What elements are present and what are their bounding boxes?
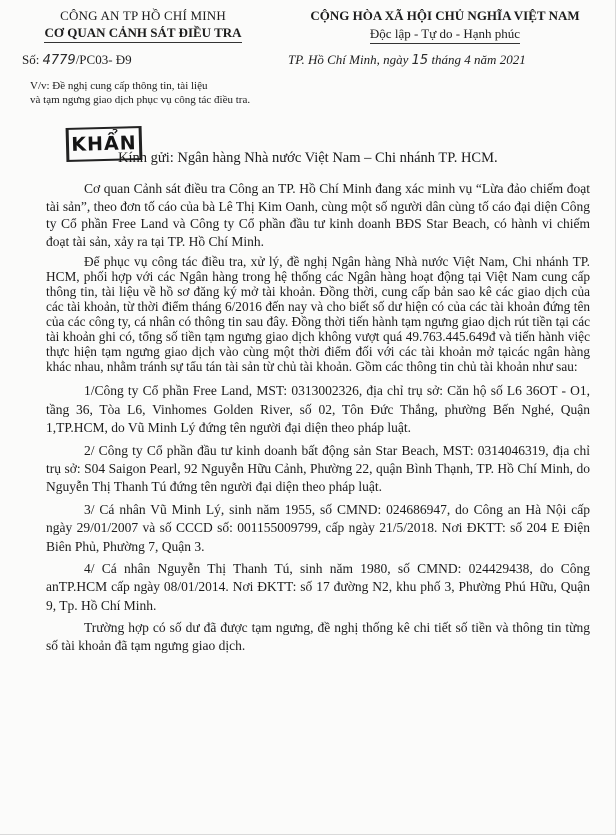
document-number-suffix: /PC03- Đ9	[75, 52, 132, 67]
subject-line	[30, 79, 250, 107]
date-day-handwritten: 15	[411, 53, 429, 68]
national-title: CỘNG HÒA XÃ HỘI CHỦ NGHĨA VIỆT NAM	[310, 8, 580, 23]
account-holder-item-4: 4/ Cá nhân Nguyễn Thị Thanh Tú, sinh năm 1980, số CMND: 024429438, do Công anTP.HCM cấp ngày 08/01/2014. Nơi ĐKTT: số 17 đường N2, khu phố 3, Phường Phú Hữu, Quận 9, Tp. Hồ Chí Minh.	[46, 561, 590, 613]
national-motto	[280, 26, 610, 44]
body-paragraph-closing: Trường hợp có số dư đã được tạm ngưng, đề nghị thống kê chi tiết số tiền và thông tin từng số tài khoản đã tạm ngưng giao dịch.	[46, 620, 590, 653]
agency-name	[18, 25, 268, 43]
agency-header	[18, 8, 268, 43]
account-holder-item-3: 3/ Cá nhân Vũ Minh Lý, sinh năm 1955, số CMND: 024686947, do Công an Hà Nội cấp ngày 29/01/2007 và số CCCD số: 001155009799, cấp ngày 21/5/2018. Nơi ĐKTT: số 204 E Điện Biên Phủ, Phường 7, Quận 3.	[46, 501, 590, 554]
account-holder-item-2: 2/ Công ty Cổ phần đầu tư kinh doanh bất động sản Star Beach, MST: 0314046319, địa chỉ trụ sở: S04 Saigon Pearl, 92 Nguyễn Hữu Cảnh, Phường 22, quận Bình Thạnh, TP. Hồ Chí Minh, do Nguyễn Thị Thanh Tú đứng tên người đại diện theo pháp luật.	[46, 442, 590, 495]
document-date	[288, 52, 526, 68]
agency-parent: CÔNG AN TP HỒ CHÍ MINH	[60, 8, 226, 23]
national-header	[280, 8, 610, 44]
urgent-stamp: KHẨN	[66, 126, 143, 162]
document-number-prefix: Số:	[22, 52, 40, 67]
national-motto-text: Độc lập - Tự do - Hạnh phúc	[370, 26, 520, 44]
date-month-year: tháng 4 năm 2021	[431, 52, 526, 67]
body-paragraph-request: Để phục vụ công tác điều tra, xử lý, đề nghị Ngân hàng Nhà nước Việt Nam, Chi nhánh TP. HCM, phối hợp với các Ngân hàng trong hệ thống các Ngân hàng hoạt động tại Việt Nam cung cấp thông tin, tài liệu về hồ sơ đăng ký mở tài khoản. Đồng thời, cung cấp bản sao kê các giao dịch của các tài khoản, từ thời điểm tháng 6/2016 đến nay và cho biết số dư hiện có của các tài khoản đứng tên của các công ty, cá nhân có thông tin sau đây. Đồng thời tiến hành tạm ngưng giao dịch rút tiền tại các tài khoản ghi có, tổng số tiền tạm ngưng giao dịch không vượt quá 49.763.445.649đ và tiến hành việc thực hiện tạm ngưng giao dịch vào cùng một thời điểm đối với các tài khoản mở tạicác ngân hàng khác nhau, nhằm tránh sự tẩu tán tài sản từ chủ tài khoản. Gồm các thông tin chủ tài khoản như sau:	[46, 254, 590, 375]
body-paragraph-intro: Cơ quan Cảnh sát điều tra Công an TP. Hồ Chí Minh đang xác minh vụ “Lừa đảo chiếm đoạt tài sản”, theo đơn tố cáo của bà Lê Thị Kim Oanh, cùng một số người dân cùng tố cáo đại diện Công ty Cổ phần Free Land và Công ty Cổ phần đầu tư kinh doanh BĐS Star Beach, có hành vi chiếm đoạt tài sản, xảy ra tại TP. Hồ Chí Minh.	[46, 181, 590, 249]
subject-line-2: và tạm ngưng giao dịch phục vụ công tác điều tra.	[30, 94, 251, 106]
account-holder-item-1: 1/Công ty Cổ phần Free Land, MST: 0313002326, địa chỉ trụ sở: Căn hộ số L6 36OT - O1, tầng 36, Tòa L6, Vinhomes Golden River, số 02, Tôn Đức Thắng, phường Bến Nghé, Quận 1,TP.HCM, do Vũ Minh Lý đứng tên người đại diện theo pháp luật.	[46, 383, 590, 436]
document-body	[46, 180, 590, 658]
document-number	[22, 52, 132, 68]
document-number-handwritten: 4779	[42, 53, 76, 68]
recipient-line: Kính gửi: Ngân hàng Nhà nước Việt Nam – Chi nhánh TP. HCM.	[118, 150, 498, 166]
date-prefix: TP. Hồ Chí Minh, ngày	[288, 52, 409, 67]
agency-name-text: CƠ QUAN CẢNH SÁT ĐIỀU TRA	[44, 25, 241, 43]
subject-line-1: V/v: Đề nghị cung cấp thông tin, tài liệu	[30, 80, 208, 92]
